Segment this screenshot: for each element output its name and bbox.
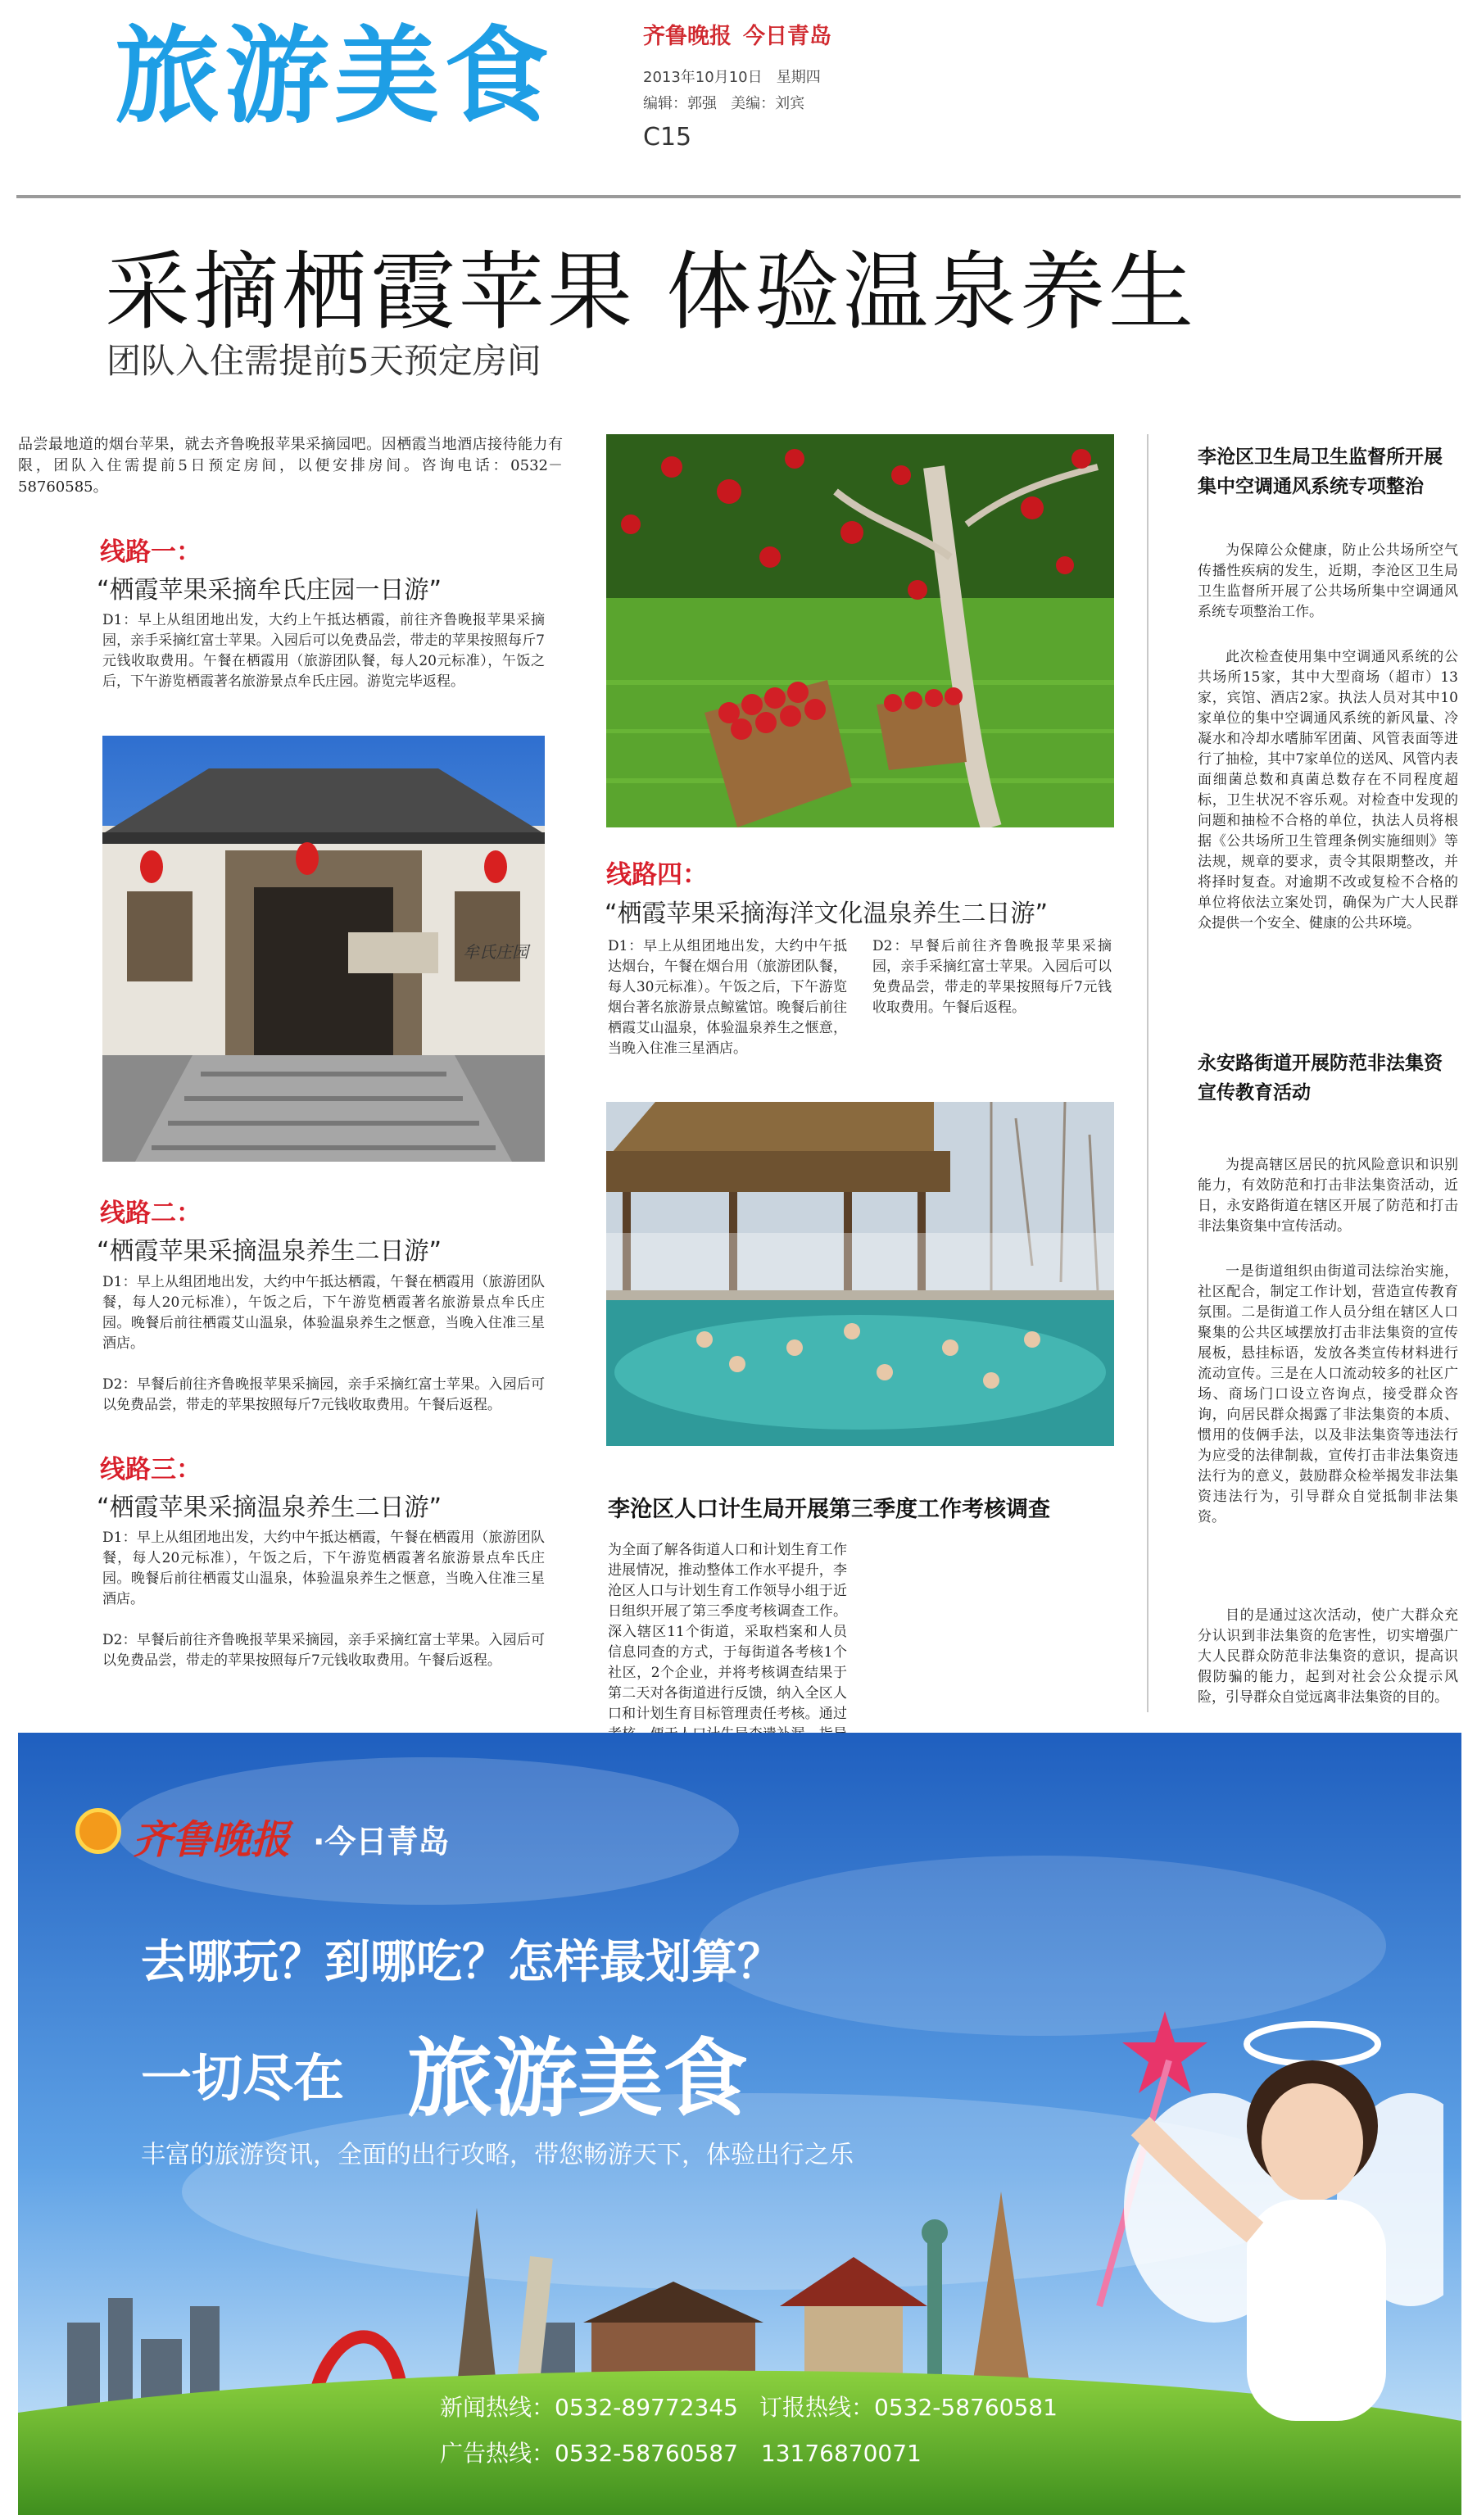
date: 2013年10月10日: [643, 69, 763, 86]
edition-name: 今日青岛: [743, 24, 831, 49]
health-text-2: 此次检查使用集中空调通风系统的公共场所15家，其中大型商场（超市）13家，宾馆、酒店2家。执法人员对其中10家单位的集中空调通风系统的新风量、冷凝水和冷却水嗜肺军团菌、风管表面等进行了抽检，其中7家单位的送风、风管内表面细菌总数和真菌总数存在不同程度超标，卫生状况不容乐观。对检查中发现的问题和抽检不合格的单位，执法人员将根据《公共场所卫生管理条例实施细则》等法规，规章的要求，责令其限期整改，并将择时复查。对逾期不改或复检不合格的单位将依法立案处罚，确保为广大人民群众提供一个安全、健康的公共环境。: [1198, 649, 1458, 931]
anyuan-headline: 永安路街道开展防范非法集资宣传教育活动: [1198, 1053, 1443, 1104]
hotline-news-number: 0532-89772345: [555, 2394, 738, 2421]
ad-slogan-title: 旅游美食: [407, 2028, 749, 2128]
census-text: 为全面了解各街道人口和计划生育工作进展情况，推动整体工作水平提升，李沧区人口与计划生育工作领导小组于近日组织开展了第三季度考核调查工作。深入辖区11个街道，采取档案和人员信息同查的方式，于每街道各考核1个社区，2个企业，并将考核调查结果于第二天对各街道进行反馈，纳入全区人口和计划生育目标管理责任考核。通过: [608, 1542, 847, 1722]
editor-credits: [643, 92, 804, 113]
route-3-text-day2: D2：早餐后前往齐鲁晚报苹果采摘园，亲手采摘红富士苹果。入园后可以免费品尝，带走的苹果按照每斤7元钱收取费用。午餐后返程。: [102, 1632, 545, 1669]
page-number: C15: [643, 123, 692, 152]
route-1-label: 线路一：: [100, 537, 202, 567]
sun-logo-icon: [75, 1808, 121, 1854]
route-2-label: 线路二：: [100, 1199, 202, 1228]
issue-date: [643, 66, 821, 87]
editor: 编辑：郭强: [643, 95, 717, 112]
hotline-ad-mobile: 13176870071: [760, 2440, 922, 2467]
photo-caption: 牟氏庄园: [463, 942, 528, 962]
census-headline: 李沧区人口计生局开展第三季度工作考核调查: [608, 1497, 1050, 1522]
hotline-news-label: 新闻热线：: [440, 2394, 555, 2421]
anyuan-text-3: 目的是通过这次活动，使广大群众充分认识到非法集资的危害性，切实增强广大人民群众防范非法集资的意识，提高识假防骗的能力，起到对社会公众提示风险，引导群众自觉远离非法集资的目的。: [1198, 1607, 1458, 1706]
ad-tagline: 丰富的旅游资讯，全面的出行攻略，带您畅游天下，体验出行之乐: [141, 2141, 854, 2169]
health-headline: 李沧区卫生局卫生监督所开展集中空调通风系统专项整治: [1198, 446, 1443, 497]
newspaper-name: 齐鲁晚报: [643, 24, 732, 49]
manor-photo: [102, 736, 545, 1162]
column-divider: [1147, 434, 1149, 1712]
route-4-title: “栖霞苹果采摘海洋文化温泉养生二日游”: [605, 900, 1049, 928]
route-1-text: D1：早上从组团地出发，大约上午抵达栖霞，前往齐鲁晚报苹果采摘园，亲手采摘红富士苹果。入园后可以免费品尝，带走的苹果按照每斤7元钱收取费用。午餐在栖霞用（旅游团队餐，每人20元标准），午饭之后，下午游览栖霞著名旅游景点牟氏庄园。游览完毕返程。: [102, 612, 545, 690]
hotline-ad-label: 广告热线：: [440, 2440, 555, 2467]
article-intro: 品尝最地道的烟台苹果，就去齐鲁晚报苹果采摘园吧。因栖霞当地酒店接待能力有限，团队入住需提前5日预定房间，以便安排房间。咨询电话：0532－58760585。: [18, 436, 563, 496]
hotline-sub-label: 订报热线：: [759, 2394, 875, 2421]
route-2-text-day2: D2：早餐后前往齐鲁晚报苹果采摘园，亲手采摘红富士苹果。入园后可以免费品尝，带走的苹果按照每斤7元钱收取费用。午餐后返程。: [102, 1376, 545, 1413]
hotline-subscription: [759, 2390, 1058, 2423]
ad-edition-name: ·今日青岛: [313, 1824, 450, 1860]
route-4-text: D1：早上从组团地出发，大约中午抵达烟台，午餐在烟台用（旅游团队餐，每人30元标准）。午饭之后，下午游览烟台著名旅游景点鲸鲨馆。晚餐后前往栖霞艾山温泉，体验温泉养生之惬意，当晚入住准三星酒店。: [608, 938, 847, 1057]
health-text: 为保障公众健康，防止公共场所空气传播性疾病的发生，近期，李沧区卫生局卫生监督所开展了公共场所集中空调通风系统专项整治工作。: [1198, 542, 1458, 620]
apple-orchard-photo: [606, 434, 1114, 827]
hotline-advertising: [440, 2436, 922, 2468]
ad-newspaper-name: 齐鲁晚报: [133, 1817, 291, 1863]
promo-advertisement: [18, 1733, 1461, 2515]
masthead-divider: [16, 195, 1461, 198]
hotline-sub-number: 0532-58760581: [874, 2394, 1058, 2421]
main-headline: 采摘栖霞苹果 体验温泉养生: [105, 242, 1198, 342]
section-title: 旅游美食: [115, 16, 555, 138]
route-2-title: “栖霞苹果采摘温泉养生二日游”: [97, 1237, 442, 1266]
art-editor: 美编：刘宾: [731, 95, 805, 112]
anyuan-text: 为提高辖区居民的抗风险意识和识别能力，有效防范和打击非法集资活动，近日，永安路街道在辖区开展了防范和打击非法集资集中宣传活动。: [1198, 1157, 1458, 1235]
route-3-text: D1：早上从组团地出发，大约中午抵达栖霞，午餐在栖霞用（旅游团队餐，每人20元标准），午饭之后，下午游览栖霞著名旅游景点牟氏庄园。晚餐后前往栖霞艾山温泉，体验温泉养生之惬意，当晚入住准三星酒店。: [102, 1530, 545, 1607]
route-3-label: 线路三：: [100, 1455, 202, 1484]
ad-slogan-line1: 去哪玩？到哪吃？怎样最划算？: [141, 1936, 783, 1989]
route-4-text-day2: D2：早餐后前往齐鲁晚报苹果采摘园，亲手采摘红富士苹果。入园后可以免费品尝，带走的苹果按照每斤7元钱收取费用。午餐后返程。: [872, 938, 1112, 1016]
route-1-title: “栖霞苹果采摘牟氏庄园一日游”: [97, 576, 442, 605]
newspaper-brand: [643, 18, 831, 50]
sub-headline: 团队入住需提前5天预定房间: [106, 341, 541, 381]
route-4-label: 线路四：: [606, 860, 708, 890]
route-2-text: D1：早上从组团地出发，大约中午抵达栖霞，午餐在栖霞用（旅游团队餐，每人20元标准），午饭之后，下午游览栖霞著名旅游景点牟氏庄园。晚餐后前往栖霞艾山温泉，体验温泉养生之惬意，当晚入住准三星酒店。: [102, 1274, 545, 1352]
ad-slogan-prefix: 一切尽在: [141, 2048, 345, 2108]
anyuan-text-2: 一是街道组织由街道司法综治实施，社区配合，制定工作计划，营造宣传教育氛围。二是街道工作人员分组在辖区人口聚集的公共区域摆放打击非法集资的宣传展板，悬挂标语，发放各类宣传材料进行流动宣传。三是在人口流动较多的社区广场、商场门口设立咨询点，接受群众咨询，向居民群众揭露了非法集资的本质、惯用的伎俩手法，以及非法集资等违法行为应受的法律制裁，宣传打击非法集资违法行为的意义，鼓励群众检举揭发非法集资违法行为，引导群众自觉抵制非法集资。: [1198, 1263, 1458, 1525]
hotline-news: [440, 2390, 738, 2423]
hot-spring-photo: [606, 1102, 1114, 1446]
hotline-ad-number: 0532-58760587: [555, 2440, 738, 2467]
angel-girl-illustration: [1067, 1847, 1443, 2421]
weekday: 星期四: [776, 69, 821, 86]
route-3-title: “栖霞苹果采摘温泉养生二日游”: [97, 1493, 442, 1522]
